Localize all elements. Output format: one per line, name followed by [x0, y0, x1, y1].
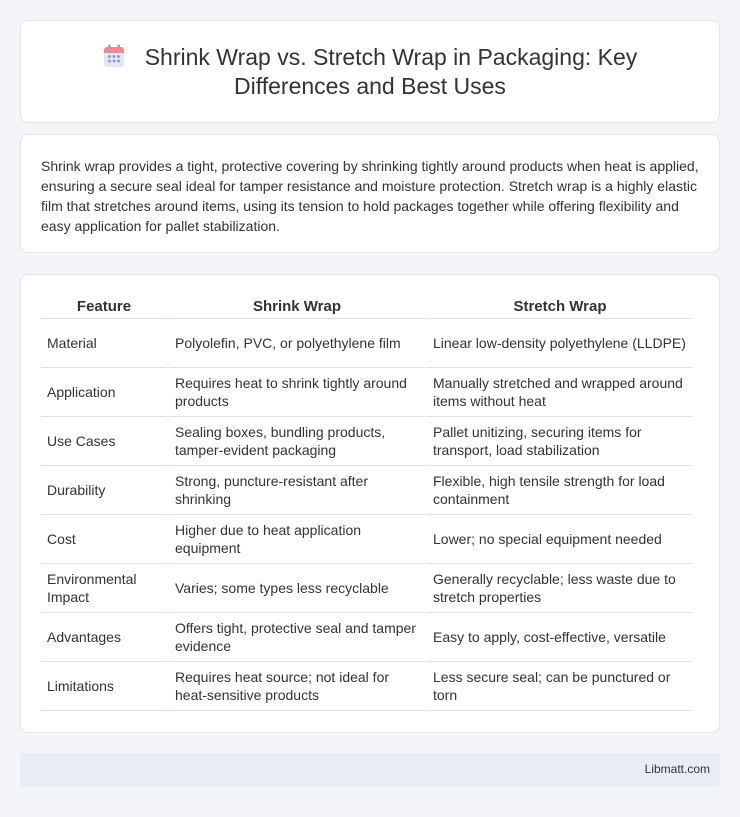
- stretch-wrap-cell: Pallet unitizing, securing items for transport, load stabilization: [427, 417, 693, 466]
- stretch-wrap-cell: Manually stretched and wrapped around items without heat: [427, 368, 693, 417]
- table-row: [41, 466, 693, 515]
- table-row: [41, 662, 693, 711]
- header-stretch-wrap: Stretch Wrap: [427, 297, 693, 319]
- calendar-icon: [103, 44, 125, 68]
- page-title: Shrink Wrap vs. Stretch Wrap in Packaging: Key Differences and Best Uses: [144, 43, 638, 99]
- shrink-wrap-cell: Strong, puncture-resistant after shrinking: [169, 466, 425, 515]
- stretch-wrap-cell: Linear low-density polyethylene (LLDPE): [427, 319, 693, 368]
- stretch-wrap-cell: Lower; no special equipment needed: [427, 515, 693, 564]
- stretch-wrap-cell: Generally recyclable; less waste due to stretch properties: [427, 564, 693, 613]
- feature-cell: Durability: [41, 466, 167, 515]
- table-row: [41, 319, 693, 368]
- footer-source: Libmatt.com: [644, 762, 710, 776]
- header-shrink-wrap: Shrink Wrap: [169, 297, 425, 319]
- header-feature: Feature: [41, 297, 167, 319]
- comparison-table: [39, 297, 695, 711]
- header-card: [20, 20, 720, 123]
- shrink-wrap-cell: Polyolefin, PVC, or polyethylene film: [169, 319, 425, 368]
- shrink-wrap-cell: Varies; some types less recyclable: [169, 564, 425, 613]
- shrink-wrap-cell: Requires heat to shrink tightly around products: [169, 368, 425, 417]
- summary-text: Shrink wrap provides a tight, protective covering by shrinking tightly around products when heat is applied, ensuring a secure seal ideal for tamper resistance and moisture protection. Stretch wrap is a highly elastic film that stretches around items, using its tension to hold packages together while offering flexibility and easy application for pallet stabilization.: [41, 158, 699, 234]
- table-row: [41, 417, 693, 466]
- comparison-table-card: [20, 274, 720, 733]
- shrink-wrap-cell: Higher due to heat application equipment: [169, 515, 425, 564]
- stretch-wrap-cell: Easy to apply, cost-effective, versatile: [427, 613, 693, 662]
- feature-cell: Material: [41, 319, 167, 368]
- page-title-wrap: [61, 43, 679, 101]
- table-row: [41, 515, 693, 564]
- feature-cell: Application: [41, 368, 167, 417]
- table-row: [41, 368, 693, 417]
- feature-cell: Use Cases: [41, 417, 167, 466]
- table-row: [41, 613, 693, 662]
- footer: [20, 753, 720, 786]
- shrink-wrap-cell: Sealing boxes, bundling products, tamper-evident packaging: [169, 417, 425, 466]
- stretch-wrap-cell: Flexible, high tensile strength for load containment: [427, 466, 693, 515]
- stretch-wrap-cell: Less secure seal; can be punctured or torn: [427, 662, 693, 711]
- shrink-wrap-cell: Offers tight, protective seal and tamper evidence: [169, 613, 425, 662]
- summary-card: [20, 134, 720, 253]
- feature-cell: Advantages: [41, 613, 167, 662]
- table-header-row: [41, 297, 693, 319]
- feature-cell: Environmental Impact: [41, 564, 167, 613]
- feature-cell: Limitations: [41, 662, 167, 711]
- feature-cell: Cost: [41, 515, 167, 564]
- table-row: [41, 564, 693, 613]
- shrink-wrap-cell: Requires heat source; not ideal for heat-sensitive products: [169, 662, 425, 711]
